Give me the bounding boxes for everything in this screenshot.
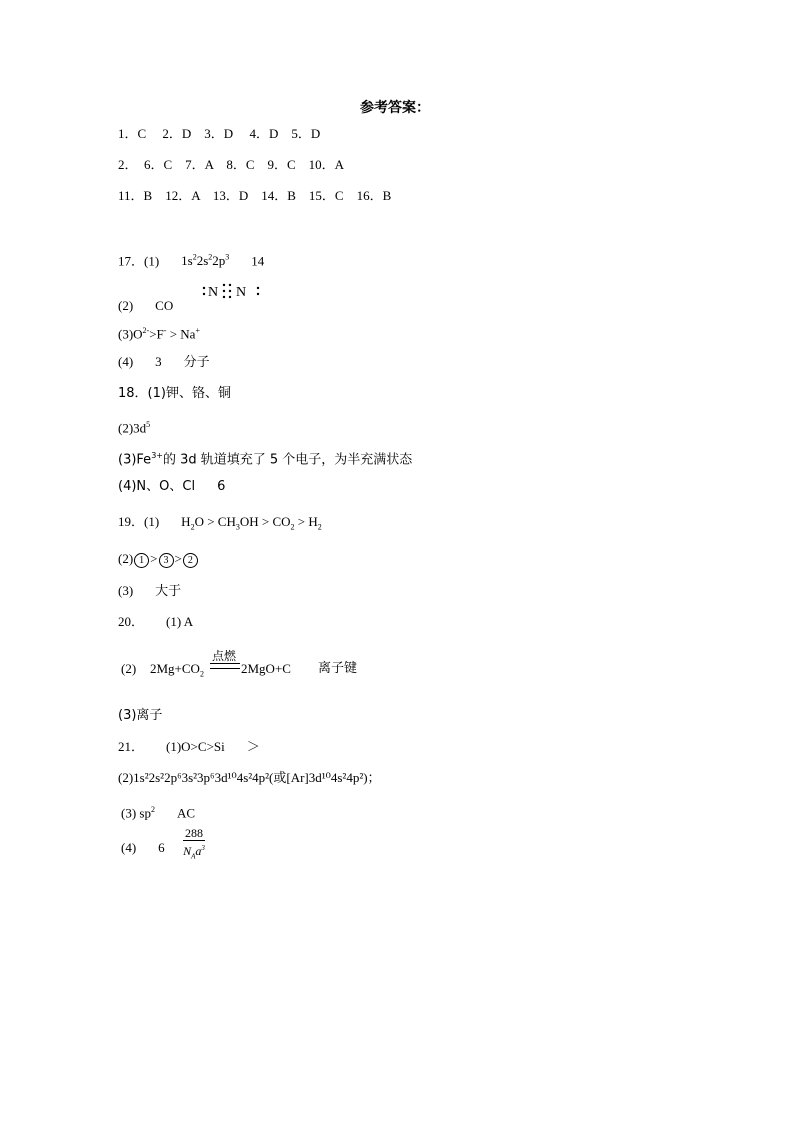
q21-part1: 21． (1)O>C>Si ＞	[118, 739, 260, 754]
q17-part2: (2) CO	[118, 298, 174, 313]
mc-row-3: 11．B 12．A 13．D 14．B 15．C 16．B	[118, 188, 392, 203]
q20-equation-right: 2MgO+C	[241, 661, 291, 676]
density-fraction	[183, 826, 205, 863]
circled-1: 1	[134, 553, 149, 568]
q21-part4: (4) 6	[121, 840, 165, 855]
mc-row-1: 1．C 2．D 3．D 4．D 5．D	[118, 126, 321, 141]
q20-part2-number: (2)	[121, 661, 137, 676]
q17-part3: $(3)O^{2-}>F^- > Na^+$	[118, 326, 200, 342]
q20-equation-left: $2Mg+CO_2$	[150, 661, 204, 679]
q21-part3: (3) $sp^2$ AC	[121, 805, 196, 821]
page-title: 参考答案：	[360, 100, 430, 116]
q20-part1: 20． (1) A	[118, 614, 194, 629]
equals-sign	[210, 663, 240, 669]
q17-count: 14	[251, 253, 265, 269]
lewis-n-left: N	[208, 285, 219, 300]
mc-row-2: 2． 6．C 7．A 8．C 9．C 10．A	[118, 157, 345, 172]
q17-answer-co: CO	[155, 298, 174, 313]
q18-part2: $(2)3d^5$	[118, 420, 151, 436]
q19-part2: (2) 1 > 3 > 2	[118, 551, 199, 568]
q19-part3: (3) 大于	[118, 583, 182, 599]
q21-part2: (2)1s²2s²2p⁶3s²3p⁶3d¹⁰4s²4p²(或[Ar]3d¹⁰4s²4p²)；	[118, 770, 381, 785]
q17-config: $1s^22s^22p^3$	[181, 253, 230, 269]
q18-part3: $(3)Fe^{3+}$的 3d 轨道填充了 5 个电子，为半充满状态	[118, 451, 413, 468]
fraction-numerator: 288	[185, 826, 203, 840]
circled-3: 3	[159, 553, 174, 568]
nitrogen-lewis-structure	[200, 280, 266, 302]
q18-part1: 18．(1)钾、铬、铜	[118, 386, 231, 401]
q20-bond-type: 离子键	[318, 661, 358, 676]
q17-part4: (4) 3 分子	[118, 354, 210, 370]
reaction-condition: 点燃	[212, 649, 237, 663]
q17-number: 17．(1)	[118, 253, 160, 269]
fraction-denominator: $N_Aa^3$	[183, 844, 205, 861]
circled-2: 2	[183, 553, 198, 568]
lewis-n-right: N	[236, 285, 247, 300]
boiling-point-order: $H_2O > CH_3OH > CO_2 > H_2$	[181, 514, 322, 532]
q17-part1	[118, 250, 264, 269]
q20-part3: (3)离子	[118, 708, 163, 723]
q18-part4: (4)N、O、Cl 6	[118, 479, 226, 494]
q19-part1: 19．(1) $H_2O > CH_3OH > CO_2 > H_2$	[118, 514, 322, 532]
